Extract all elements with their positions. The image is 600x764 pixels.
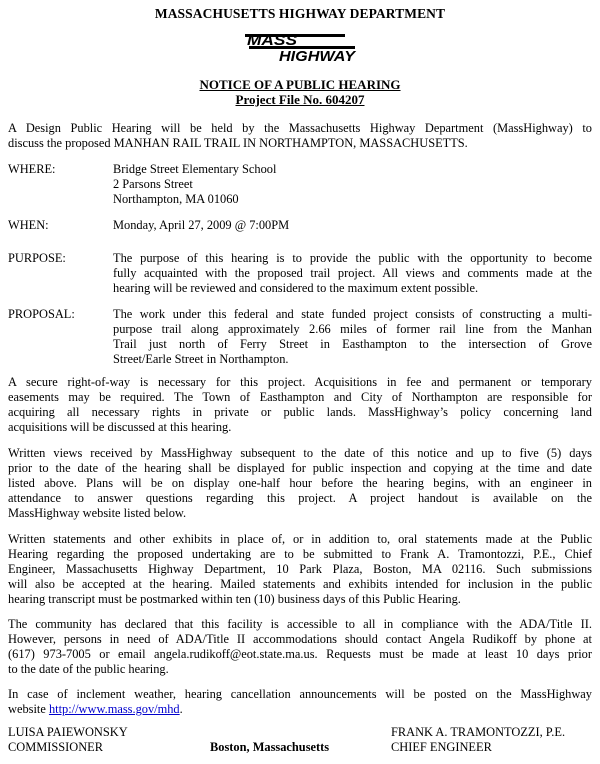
right-of-way-paragraph: A secure right-of-way is necessary for this project. Acquisitions in fee and permanent or temporary easements may be required. The Town of Easthampton and City of Northampton are responsible for acquiring all necessary rights in private or public lands. MassHighway’s policy concerning land acquisitions will be discussed at this hearing. (8, 375, 592, 434)
weather-paragraph: In case of inclement weather, hearing cancellation announcements will be posted on the MassHighway website http://www.mass.gov/mhd. (8, 687, 592, 716)
where-label: WHERE: (8, 162, 56, 176)
svg-text:MASS: MASS (247, 32, 297, 49)
location-line: Boston, Massachusetts (210, 740, 330, 754)
project-file-number: Project File No. 604207 (235, 92, 365, 107)
proposal-label: PROPOSAL: (8, 307, 75, 321)
commissioner-signature (8, 725, 208, 755)
chief-engineer-signature (391, 725, 596, 755)
written-statements-paragraph: Written statements and other exhibits in place of, or in addition to, oral statements made at the Public Hearing regarding the proposed undertaking are to be submitted to Frank A. Tramontozzi, P.E., Chief Engineer, Massachusetts Highway Department, 10 Park Plaza, Boston, MA 02116. Such submissions will also be accepted at the hearing. Mailed statements and exhibits intended for inclusion in the public hearing transcript must be postmarked within ten (10) business days of this Public Hearing. (8, 532, 592, 606)
mhd-website-link[interactable]: http://www.mass.gov/mhd (48, 702, 180, 716)
where-value: Bridge Street Elementary School 2 Parsons Street Northampton, MA 01060 (113, 162, 277, 206)
masshighway-logo (243, 28, 357, 64)
written-views-paragraph: Written views received by MassHighway subsequent to the date of this notice and up to five (5) days prior to the date of the hearing shall be displayed for public inspection and copying at the time and date listed above. Plans will be on display one-half hour before the hearing begins, with an engineer in attendance to answer questions regarding this project. A project handout is available on the MassHighway website listed below. (8, 446, 592, 520)
commissioner-title: COMMISSIONER (8, 740, 104, 754)
notice-heading (0, 77, 600, 107)
svg-text:HIGHWAY: HIGHWAY (279, 48, 357, 64)
purpose-label: PURPOSE: (8, 251, 66, 265)
proposal-text: The work under this federal and state funded project consists of constructing a multi- purpose trail along approximately 2.66 miles of former rail line from the Manhan Trail just north of Ferry Street in Easthampton to the intersection of Grove Street/Earle Street in Northampton. (113, 307, 592, 366)
notice-title: NOTICE OF A PUBLIC HEARING (199, 77, 401, 92)
intro-paragraph: A Design Public Hearing will be held by the Massachusetts Highway Department (MassHighway) to discuss the proposed MANHAN RAIL TRAIL IN NORTHAMPTON, MASSACHUSETTS. (8, 121, 592, 150)
department-name: MASSACHUSETTS HIGHWAY DEPARTMENT (154, 6, 446, 21)
when-label: WHEN: (8, 218, 49, 232)
purpose-text: The purpose of this hearing is to provide the public with the opportunity to become fully acquainted with the proposed trail project. All views and comments made at the hearing will be reviewed and considered to the maximum extent possible. (113, 251, 592, 295)
ada-paragraph: The community has declared that this facility is accessible to all in compliance with the ADA/Title II. However, persons in need of ADA/Title II accommodations should contact Angela Rudikoff by phone at (617) 973-7005 or email angela.rudikoff@eot.state.ma.us. Requests must be made at least 10 days prior to the date of the public hearing. (8, 617, 592, 676)
commissioner-name: LUISA PAIEWONSKY (8, 725, 128, 739)
chief-engineer-name: FRANK A. TRAMONTOZZI, P.E. (391, 725, 566, 739)
when-value: Monday, April 27, 2009 @ 7:00PM (113, 218, 290, 232)
chief-engineer-title: CHIEF ENGINEER (391, 740, 492, 754)
